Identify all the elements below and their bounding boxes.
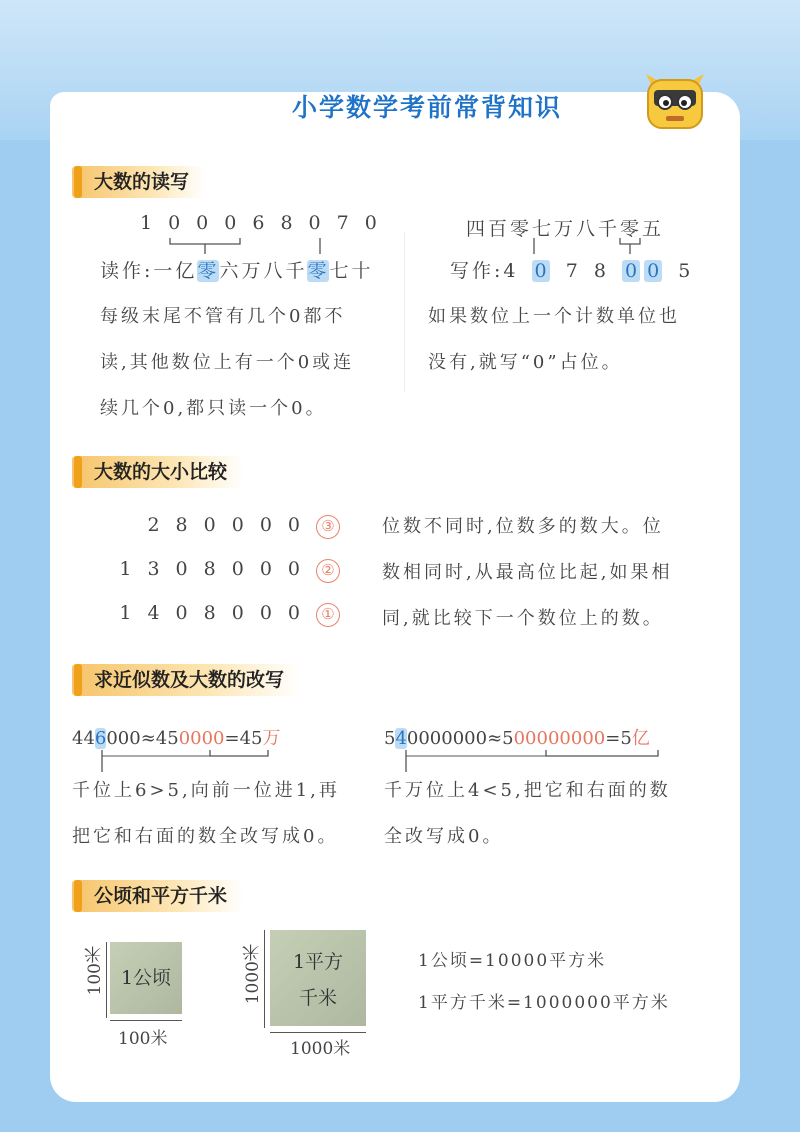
write-digit: 8 (593, 260, 606, 282)
column-divider (404, 232, 405, 392)
section-heading-area: 公顷和平方千米 (72, 880, 243, 912)
write-digit: 7 (565, 260, 578, 282)
km2-label-line: 1平方 (292, 951, 344, 973)
mascot-icon (640, 72, 710, 132)
approx-unit: 亿 (631, 728, 650, 749)
approx-text: 000≈45 (106, 728, 179, 749)
read-number: 100068070 (140, 212, 393, 234)
read-part: 一亿 (153, 260, 198, 282)
write-digit: 4 (503, 260, 516, 282)
chinese-number-words: 四百零七万八千零五 (466, 218, 665, 240)
hectare-equation: 1公顷=10000平方米 (418, 951, 607, 971)
hectare-bottom-line (110, 1020, 182, 1021)
write-label: 写作: (450, 260, 504, 282)
km2-label-line: 千米 (298, 987, 337, 1009)
section-heading-compare: 大数的大小比较 (72, 456, 243, 488)
write-note: 如果数位上一个计数单位也 没有,就写“0”占位。 (428, 306, 680, 373)
compare-number: 280000 (147, 514, 316, 536)
approx-text: 5 (384, 728, 396, 749)
approx-digit-highlight: 4 (395, 728, 407, 749)
compare-row (70, 558, 340, 602)
approx-text: =45 (224, 728, 263, 749)
approx-red-zeros: 0000 (178, 728, 225, 749)
approx-expression-right (384, 724, 650, 750)
compare-row (70, 602, 340, 646)
compare-row (70, 514, 340, 558)
read-label: 读作: (100, 260, 154, 282)
approx-text: 44 (72, 728, 95, 749)
read-as-line (100, 256, 373, 283)
white-tab (50, 92, 270, 132)
zero-bracket (160, 236, 340, 256)
write-as-line (450, 256, 690, 283)
km2-equation: 1平方千米=1000000平方米 (418, 993, 670, 1013)
read-zero-highlight: 零 (307, 260, 330, 282)
approx-note-right: 千万位上4<5,把它和右面的数 全改写成0。 (384, 780, 671, 847)
compare-rule: 位数不同时,位数多的数大。位 数相同时,从最高位比起,如果相 同,就比较下一个数位上的数。 (382, 516, 673, 629)
rank-badge: ③ (316, 515, 340, 539)
compare-number: 1308000 (119, 558, 316, 580)
read-part: 六万八千 (219, 260, 308, 282)
hectare-bottom-label: 100米 (118, 1029, 168, 1049)
km2-bottom-line (270, 1032, 366, 1033)
write-zero-highlight: 0 (532, 260, 550, 282)
km2-square (270, 930, 366, 1026)
rank-badge: ② (316, 559, 340, 583)
km2-bottom-label: 1000米 (290, 1039, 351, 1059)
write-zero-highlight: 0 (644, 260, 662, 282)
rank-badge: ① (316, 603, 340, 627)
approx-unit: 万 (262, 728, 281, 749)
approx-digit-highlight: 6 (94, 728, 107, 749)
approx-expression-left (72, 724, 281, 750)
zero-pointer-lines (520, 236, 680, 256)
hectare-side-line (106, 942, 107, 1018)
approx-text: =5 (605, 728, 632, 749)
compare-number: 1408000 (119, 602, 316, 624)
km2-side-label: 1000米 (243, 944, 263, 1005)
read-note: 每级末尾不管有几个0都不 读,其他数位上有一个0或连 续几个0,都只读一个0。 (100, 306, 355, 419)
section-heading-read-write: 大数的读写 (72, 166, 205, 198)
page-title: 小学数学考前常背知识 (292, 93, 563, 122)
write-zero-highlight: 0 (622, 260, 640, 282)
approx-red-zeros: 00000000 (513, 728, 606, 749)
approx-text: 0000000≈5 (406, 728, 514, 749)
write-digit: 5 (678, 260, 691, 282)
hectare-side-label: 100米 (85, 946, 105, 996)
km2-side-line (264, 930, 265, 1028)
hectare-square: 1公顷 (110, 942, 182, 1014)
compare-list (70, 514, 340, 646)
read-part: 七十 (329, 260, 374, 282)
read-zero-highlight: 零 (197, 260, 220, 282)
section-heading-approx: 求近似数及大数的改写 (72, 664, 300, 696)
approx-note-left: 千位上6>5,向前一位进1,再 把它和右面的数全改写成0。 (72, 780, 340, 847)
